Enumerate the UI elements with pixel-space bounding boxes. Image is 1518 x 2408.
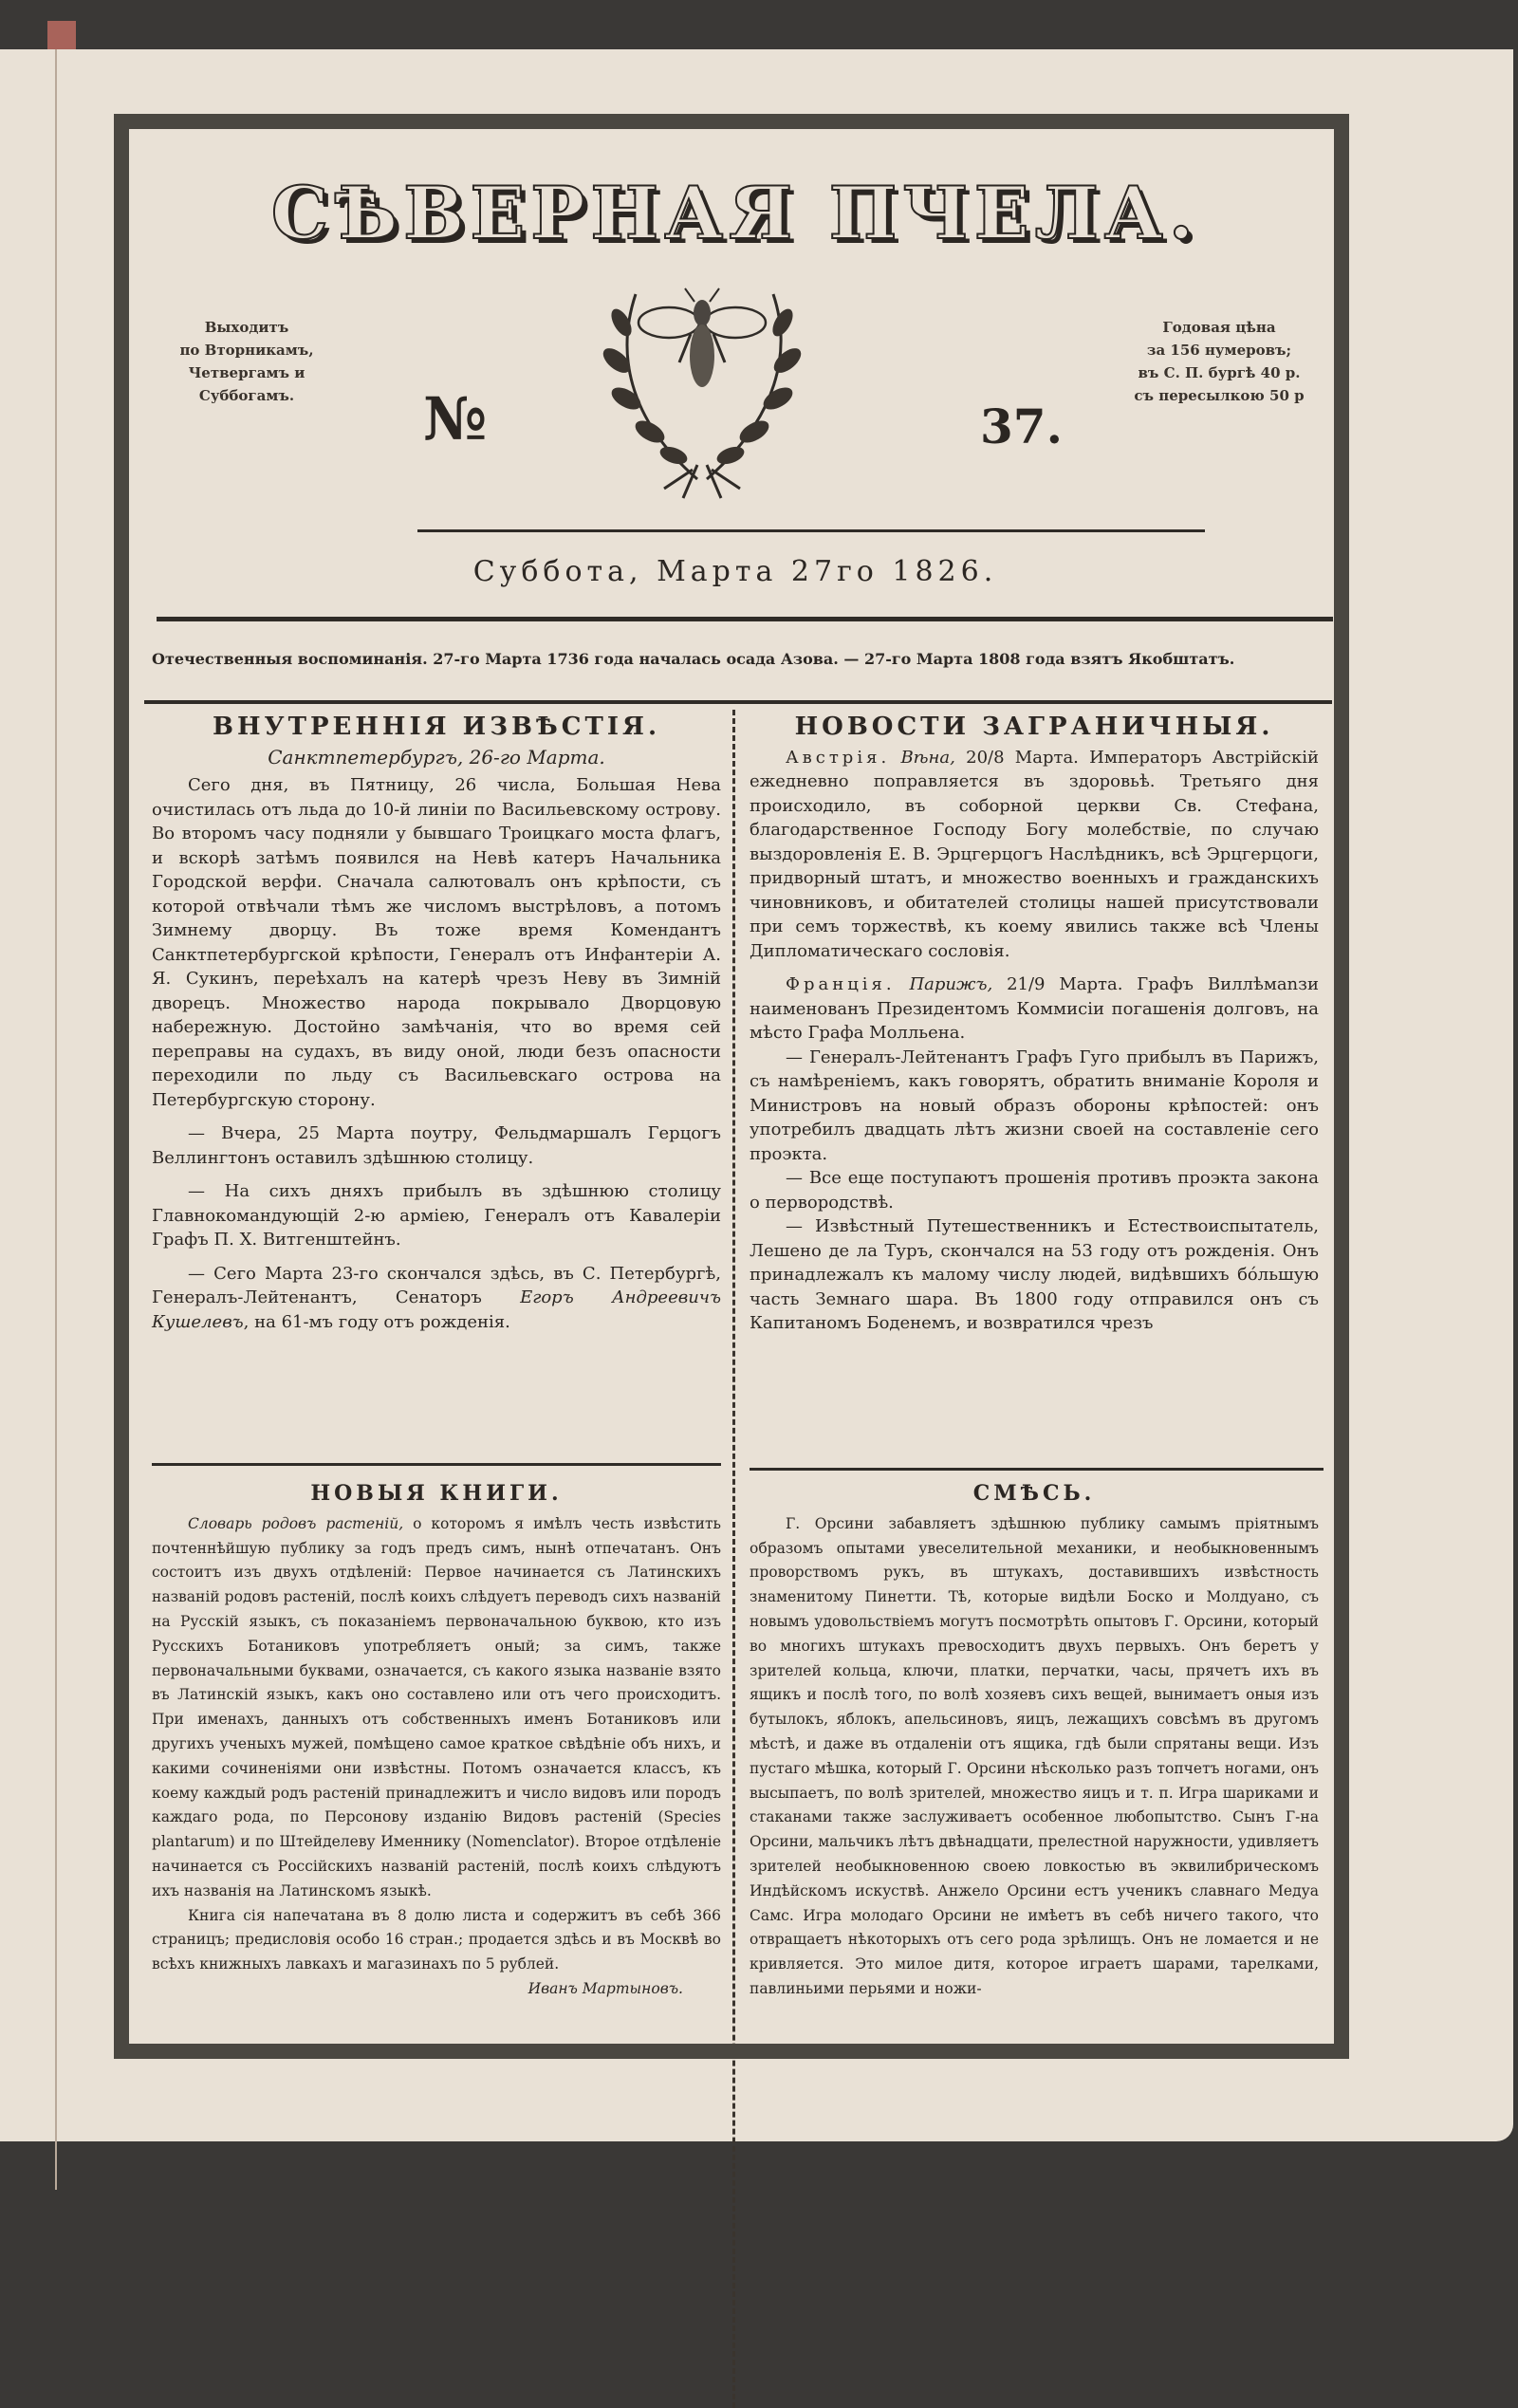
left-section-rule xyxy=(152,1463,721,1466)
news-paragraph: — Генералъ-Лейтенантъ Графъ Гуго прибылъ въ Парижъ, съ намѣреніемъ, какъ говорятъ, обратить вниманіе Короля и Министровъ на новый образъ обороны крѣпостей: онъ употребилъ двадцать лѣтъ жизни своей на составленіе сего проэкта. xyxy=(750,1047,1319,1164)
issue-dateline: Суббота, Марта 27го 1826. xyxy=(472,555,998,588)
subscription-price: Годовая цѣна за 156 нумеровъ; въ С. П. бургѣ 40 р. съ пересылкою 50 р xyxy=(1134,319,1305,404)
new-books-section xyxy=(152,1480,721,2002)
miscellany-section xyxy=(750,1480,1319,2002)
news-paragraph: — Все еще поступаютъ прошенія противъ проэкта закона о первородствѣ. xyxy=(750,1168,1319,1213)
new-books-heading: НОВЫЯ КНИГИ. xyxy=(310,1481,563,1506)
book-review-paragraph: Книга сія напечатана въ 8 долю листа и содержитъ въ себѣ 366 страницъ; предисловія особо 16 стран.; продается здѣсь и въ Москвѣ во всѣхъ книжныхъ лавкахъ и магазинахъ по 5 рублей. xyxy=(152,1906,721,1973)
column-divider xyxy=(732,710,739,2408)
issue-number: 37. xyxy=(980,398,1063,454)
miscellany-paragraph: Г. Орсини забавляетъ здѣшнюю публику самымъ пріятнымъ образомъ опытами увеселительной механики, и необыкновеннымъ проворствомъ рукъ, въ штукахъ, доставившихъ извѣстность знаменитому Пинетти. Тѣ, которые видѣли Боско и Молдуано, съ новымъ удовольствіемъ могутъ посмотрѣть опытовъ Г. Орсини, который во многихъ штукахъ превосходитъ двухъ первыхъ. Онъ беретъ у зрителей кольца, ключи, платки, перчатки, часы, прячетъ ихъ въ ящикъ и послѣ того, по волѣ хозяевъ сихъ вещей, вынимаетъ оныя изъ бутылокъ, яблокъ, апельсиновъ, яицъ, лежащихъ совсѣмъ въ другомъ мѣстѣ, и даже въ отдаленіи отъ ящика, гдѣ были спрятаны вещи. Изъ пустаго мѣшка, который Г. Орсини нѣсколько разъ топчетъ ногами, онъ высыпаетъ, по волѣ зрителей, множество яицъ и т. п. Игра шариками и стаканами также заслуживаетъ особенное любопытство. Сынъ Г-на Орсини, мальчикъ лѣтъ двѣнадцати, прелестной наружности, удивляетъ зрителей необыкновенною своею ловкостью въ эквилибрическомъ Индѣйскомъ искуствѣ. Анжело Орсини естъ ученикъ славнаго Медуа Самс. Игра молодаго Орсини не имѣетъ въ себѣ ничего такого, что отвращаетъ нѣкоторыхъ отъ сего рода зрѣлищъ. Онъ не ломается и не кривляется. Это милое дитя, которое играетъ шарами, тарелками, павлиньими перьями и ножи- xyxy=(750,1514,1319,1997)
news-paragraph: — Вчера, 25 Марта поутру, Фельдмаршалъ Герцогъ Веллингтонъ оставилъ здѣшнюю столицу. xyxy=(152,1123,721,1168)
page-fold xyxy=(55,49,57,2190)
news-paragraph: — На сихъ дняхъ прибылъ въ здѣшнюю столицу Главнокомандующій 2-ю арміею, Генералъ отъ Кавалеріи Графъ П. Х. Витгенштейнъ. xyxy=(152,1181,721,1250)
deceased-name: Егоръ Андреевичъ Кушелевъ xyxy=(152,1287,721,1332)
binding-tab xyxy=(47,21,76,49)
news-paragraph: — Извѣстный Путешественникъ и Естествоиспытатель, Лешено де ла Туръ, скончался на 53 году отъ рожденія. Онъ принадлежалъ къ малому числу людей, видѣвшихъ бо́льшую часть Земнаго шара. Въ 1800 году отправился онъ съ Капитаномъ Боденемъ, и возвратился чрезъ xyxy=(750,1216,1319,1333)
foreign-news-heading: НОВОСТИ ЗАГРАНИЧНЫЯ. xyxy=(794,713,1274,741)
miscellany-heading: СМѢСЬ. xyxy=(972,1481,1096,1506)
masthead xyxy=(142,171,1328,255)
author-signature: Иванъ Мартыновъ. xyxy=(528,1979,683,1997)
publication-schedule: Выходитъ по Вторникамъ, Четвергамъ и Суббогамъ. xyxy=(179,319,314,404)
anniversaries-line: Отечественныя воспоминанія. 27-го Марта 1736 года началась осада Азова. — 27-го Марта 1808 года взятъ Якобштатъ. xyxy=(152,650,1235,668)
dateline-rule xyxy=(157,617,1333,621)
news-paragraph: — Сего Марта 23-го скончался здѣсь, въ С. Петербургѣ, Генералъ-Лейтенантъ, Сенаторъ Егоръ Андреевичъ Кушелевъ, на 61-мъ году отъ рожденія. xyxy=(152,1263,721,1332)
domestic-news-dateline: Санктпетербургъ, 26-го Марта. xyxy=(268,745,605,769)
right-section-rule xyxy=(750,1468,1324,1471)
foreign-news-section xyxy=(750,713,1319,1336)
newspaper-title: СѢВЕРНАЯ ПЧЕЛА. xyxy=(270,171,1200,255)
bottom-frame-edge xyxy=(114,2044,1349,2059)
domestic-news-section xyxy=(152,713,721,1334)
news-paragraph: Франція. Парижъ, 21/9 Марта. Графъ Виллѣмanзи наименованъ Президентомъ Коммисіи погашенія долговъ, на мѣсто Графа Молльена. xyxy=(750,974,1319,1043)
bee-wreath-icon xyxy=(579,275,825,503)
domestic-news-heading: ВНУТРЕННІЯ ИЗВѢСТІЯ. xyxy=(213,713,660,741)
anniversaries-rule xyxy=(144,700,1332,704)
masthead-rule xyxy=(417,529,1205,532)
book-review-paragraph: Словарь родовъ растеній, о которомъ я имѣлъ честь извѣстить почтеннѣйшую публику за годъ предъ симъ, нынѣ отпечатанъ. Онъ состоитъ изъ двухъ отдѣленій: Первое начинается съ Латинскихъ названій родовъ растеній, послѣ коихъ слѣдуетъ переводъ сихъ названій на Русскій языкъ, съ показаніемъ первоначальною буквою, кто изъ Русскихъ Ботаниковъ употребляетъ оный; за симъ, также первоначальными буквами, означается, съ какого языка названіе взято въ Латинскій языкъ, какъ оно составлено или отъ чего происходитъ. При именахъ, данныхъ отъ собственныхъ именъ Ботаниковъ или другихъ ученыхъ мужей, помѣщено самое краткое свѣдѣніе объ нихъ, и какими сочиненіями они извѣстны. Потомъ означается классъ, къ коему каждый родъ растеній принадлежитъ и число видовъ или породъ каждаго рода, по Персонову изданію Видовъ растеній (Species plantarum) и по Штейделеву Именнику (Nomenclator). Второе отдѣленіе начинается съ Россійскихъ названій растеній, послѣ коихъ слѣдуютъ ихъ названія на Латинскомъ языкѣ. xyxy=(152,1514,721,1899)
news-paragraph: Австрія. Вѣна, 20/8 Марта. Императоръ Австрійскій ежедневно поправляется въ здоровьѣ. Третьяго дня происходило, въ соборной церкви Св. Стефана, благодарственное Господу Богу молебствіе, по случаю выздоровленія Е. В. Эрцгерцогъ Наслѣдникъ, всѣ Эрцгерцоги, придворный штатъ, и множество военныхъ и гражданскихъ чиновниковъ, и обитателей столицы нашей присутствовали при семъ торжествѣ, къ коему явились также всѣ Члены Дипломатическаго сословія. xyxy=(750,747,1319,961)
number-sign: № xyxy=(423,384,488,454)
news-paragraph: Сего дня, въ Пятницу, 26 числа, Большая Нева очистилась отъ льда до 10-й линіи по Васильевскому острову. Во второмъ часу подняли у бывшаго Троицкаго моста флагъ, и вскорѣ затѣмъ появился на Невѣ катеръ Начальника Городской верфи. Сначала салютовалъ онъ крѣпости, съ которой отвѣчали тѣмъ же числомъ выстрѣловъ, а потомъ Зимнему дворцу. Въ тоже время Комендантъ Санктпетербургской крѣпости, Генералъ отъ Инфантеріи А. Я. Сукинъ, переѣхалъ на катерѣ чрезъ Неву въ Зимній дворецъ. Множество народа покрывало Дворцовую набережную. Достойно замѣчанія, что во время сей переправы на судахъ, въ виду оной, люди безъ опасности переходили по льду съ Васильевскаго острова на Петербургскую сторону. xyxy=(152,775,721,1110)
